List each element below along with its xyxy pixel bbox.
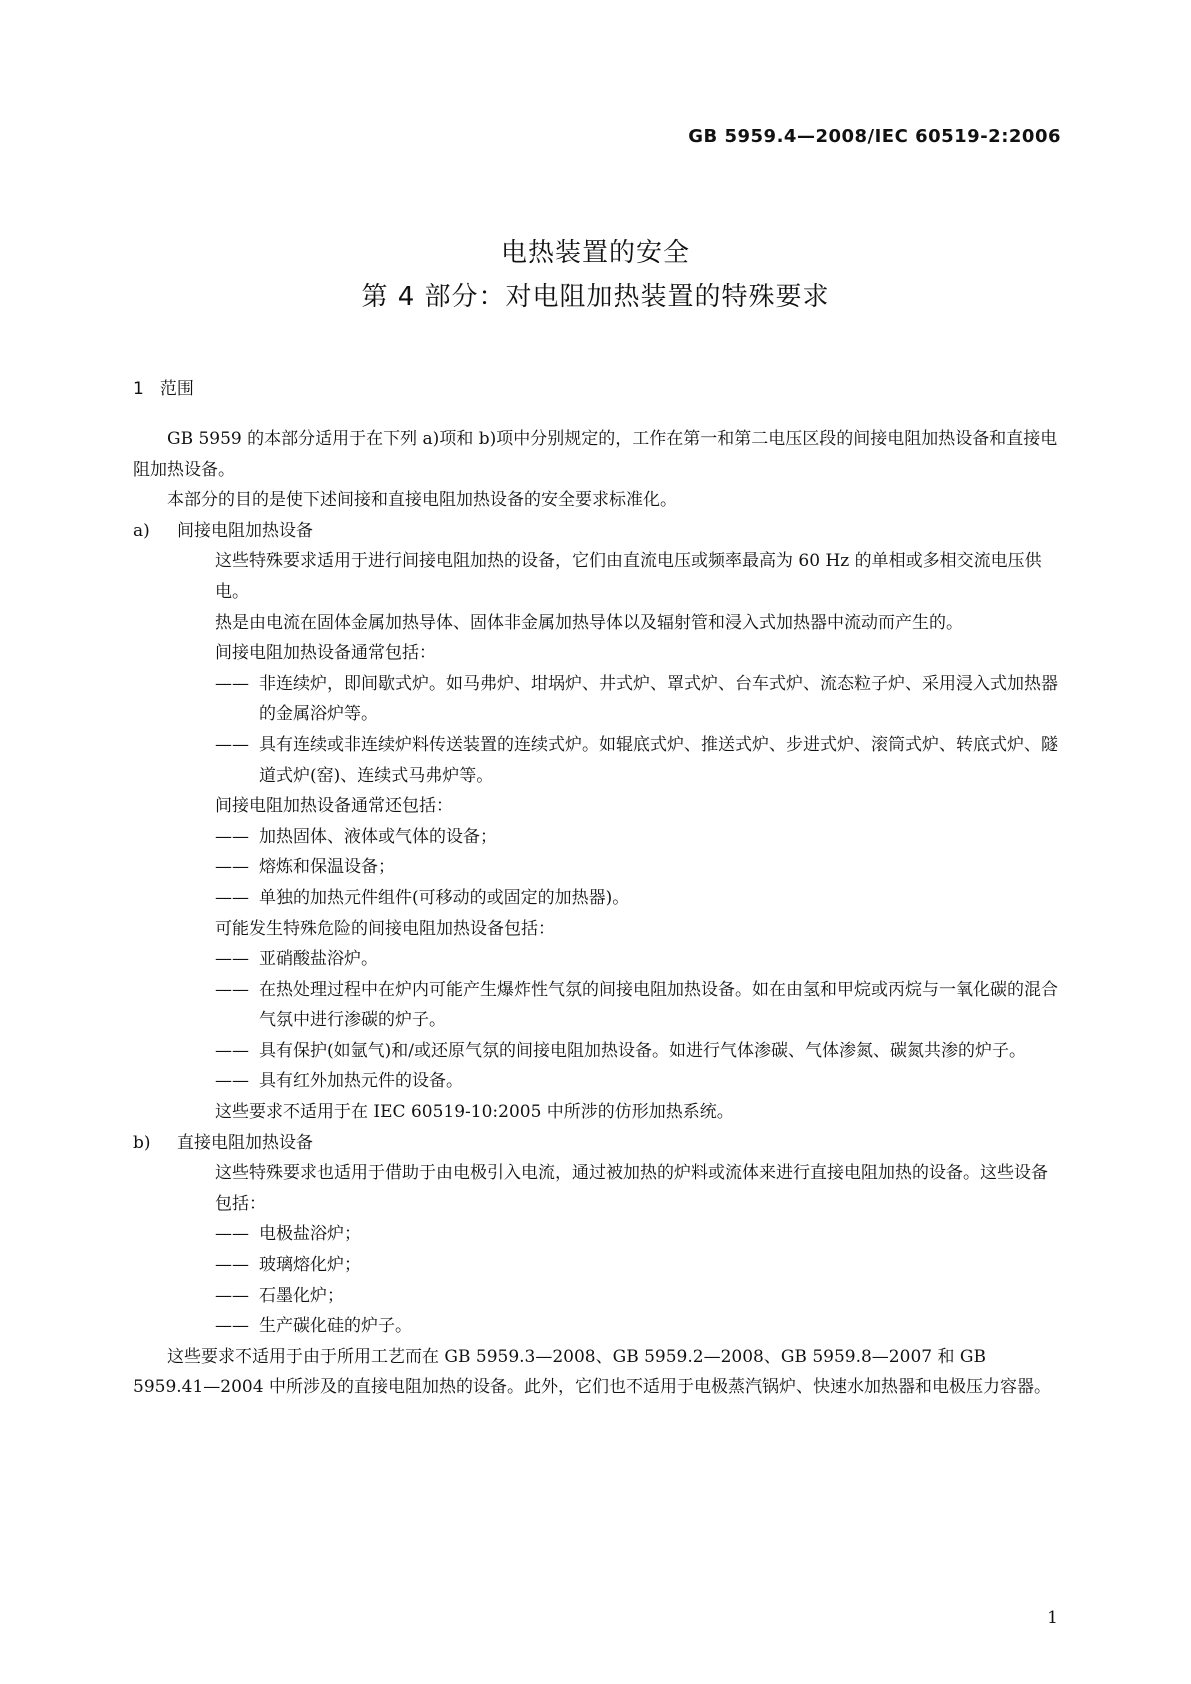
- dash-item-text: 在热处理过程中在炉内可能产生爆炸性气氛的间接电阻加热设备。如在由氢和甲烷或丙烷与一氧化碳的混合气氛中进行渗碳的炉子。: [259, 979, 1058, 1031]
- dash-item-text: 生产碳化硅的炉子。: [259, 1316, 412, 1337]
- paragraph: 这些要求不适用于在 IEC 60519-10:2005 中所涉的仿形加热系统。: [215, 1102, 734, 1123]
- dash-list-item: [215, 1066, 1058, 1097]
- paragraph: 热是由电流在固体金属加热导体、固体非金属加热导体以及辐射管和浸入式加热器中流动而产生的。: [215, 612, 963, 633]
- item-label: a): [133, 520, 150, 541]
- dash-list-item: [215, 1311, 1058, 1342]
- section-title: 范围: [159, 379, 194, 399]
- dash-item-text: 单独的加热元件组件(可移动的或固定的加热器)。: [259, 887, 630, 908]
- item-label: b): [133, 1132, 151, 1153]
- item-heading: 间接电阻加热设备: [177, 520, 313, 541]
- dash-marker: ——: [215, 979, 249, 1000]
- dash-marker: ——: [215, 887, 249, 908]
- dash-item-text: 石墨化炉；: [259, 1285, 344, 1306]
- section-heading: [133, 374, 194, 399]
- dash-list-item: [215, 883, 1058, 914]
- paragraph: 间接电阻加热设备通常还包括：: [215, 796, 453, 817]
- dash-item-text: 非连续炉，即间歇式炉。如马弗炉、坩埚炉、井式炉、罩式炉、台车式炉、流态粒子炉、采用浸入式加热器的金属浴炉等。: [259, 673, 1058, 725]
- dash-item-text: 具有红外加热元件的设备。: [259, 1071, 463, 1092]
- dash-list-item: [215, 1036, 1058, 1067]
- dash-marker: ——: [215, 826, 249, 847]
- list-item-a: [133, 516, 1058, 547]
- dash-list-item: [215, 822, 1058, 853]
- dash-marker: ——: [215, 1224, 249, 1245]
- dash-item-text: 具有连续或非连续炉料传送装置的连续式炉。如辊底式炉、推送式炉、步进式炉、滚筒式炉、转底式炉、隧道式炉(窑)、连续式马弗炉等。: [259, 734, 1058, 786]
- dash-marker: ——: [215, 949, 249, 970]
- paragraph: 可能发生特殊危险的间接电阻加热设备包括：: [215, 918, 555, 939]
- paragraph: 这些要求不适用于由于所用工艺而在 GB 5959.3—2008、GB 5959.2—2008、GB 5959.8—2007 和 GB 5959.41—2004 中所涉及的直接电阻加热的设备。此外，它们也不适用于电极蒸汽锅炉、快速水加热器和电极压力容器。: [133, 1346, 1051, 1398]
- dash-marker: ——: [215, 1071, 249, 1092]
- page-number: 1: [1047, 1608, 1058, 1628]
- dash-marker: ——: [215, 1285, 249, 1306]
- document-title: 电热装置的安全: [500, 238, 690, 268]
- dash-item-text: 熔炼和保温设备；: [259, 857, 395, 878]
- dash-list-item: [215, 975, 1058, 1036]
- dash-marker: ——: [215, 857, 249, 878]
- dash-list-item: [215, 944, 1058, 975]
- dash-marker: ——: [215, 1040, 249, 1061]
- document-subtitle: 第 4 部分：对电阻加热装置的特殊要求: [361, 282, 830, 312]
- paragraph: GB 5959 的本部分适用于在下列 a)项和 b)项中分别规定的，工作在第一和第二电压区段的间接电阻加热设备和直接电阻加热设备。: [133, 429, 1058, 480]
- paragraph: 本部分的目的是使下述间接和直接电阻加热设备的安全要求标准化。: [167, 490, 677, 511]
- dash-item-text: 电极盐浴炉；: [259, 1224, 361, 1245]
- dash-list-item: [215, 1281, 1058, 1312]
- list-item-b: [133, 1128, 1058, 1159]
- standard-code: GB 5959.4—2008/IEC 60519-2:2006: [688, 126, 1061, 147]
- dash-item-text: 玻璃熔化炉；: [259, 1255, 361, 1276]
- section-body: [133, 424, 1058, 1403]
- dash-item-text: 具有保护(如氩气)和/或还原气氛的间接电阻加热设备。如进行气体渗碳、气体渗氮、碳氮共渗的炉子。: [259, 1040, 1026, 1061]
- dash-list-item: [215, 852, 1058, 883]
- dash-list-item: [215, 1250, 1058, 1281]
- paragraph: 间接电阻加热设备通常包括：: [215, 643, 436, 664]
- dash-marker: ——: [215, 1316, 249, 1337]
- section-number: 1: [133, 379, 144, 399]
- item-heading: 直接电阻加热设备: [177, 1132, 313, 1153]
- paragraph: 这些特殊要求适用于进行间接电阻加热的设备，它们由直流电压或频率最高为 60 Hz 的单相或多相交流电压供电。: [215, 551, 1042, 602]
- dash-marker: ——: [215, 673, 249, 694]
- dash-list-item: [215, 730, 1058, 791]
- dash-list-item: [215, 1219, 1058, 1250]
- dash-marker: ——: [215, 734, 249, 755]
- paragraph: 这些特殊要求也适用于借助于由电极引入电流，通过被加热的炉料或流体来进行直接电阻加热的设备。这些设备包括：: [215, 1163, 1048, 1214]
- dash-item-text: 加热固体、液体或气体的设备；: [259, 826, 497, 847]
- dash-item-text: 亚硝酸盐浴炉。: [259, 949, 378, 970]
- dash-list-item: [215, 669, 1058, 730]
- dash-marker: ——: [215, 1255, 249, 1276]
